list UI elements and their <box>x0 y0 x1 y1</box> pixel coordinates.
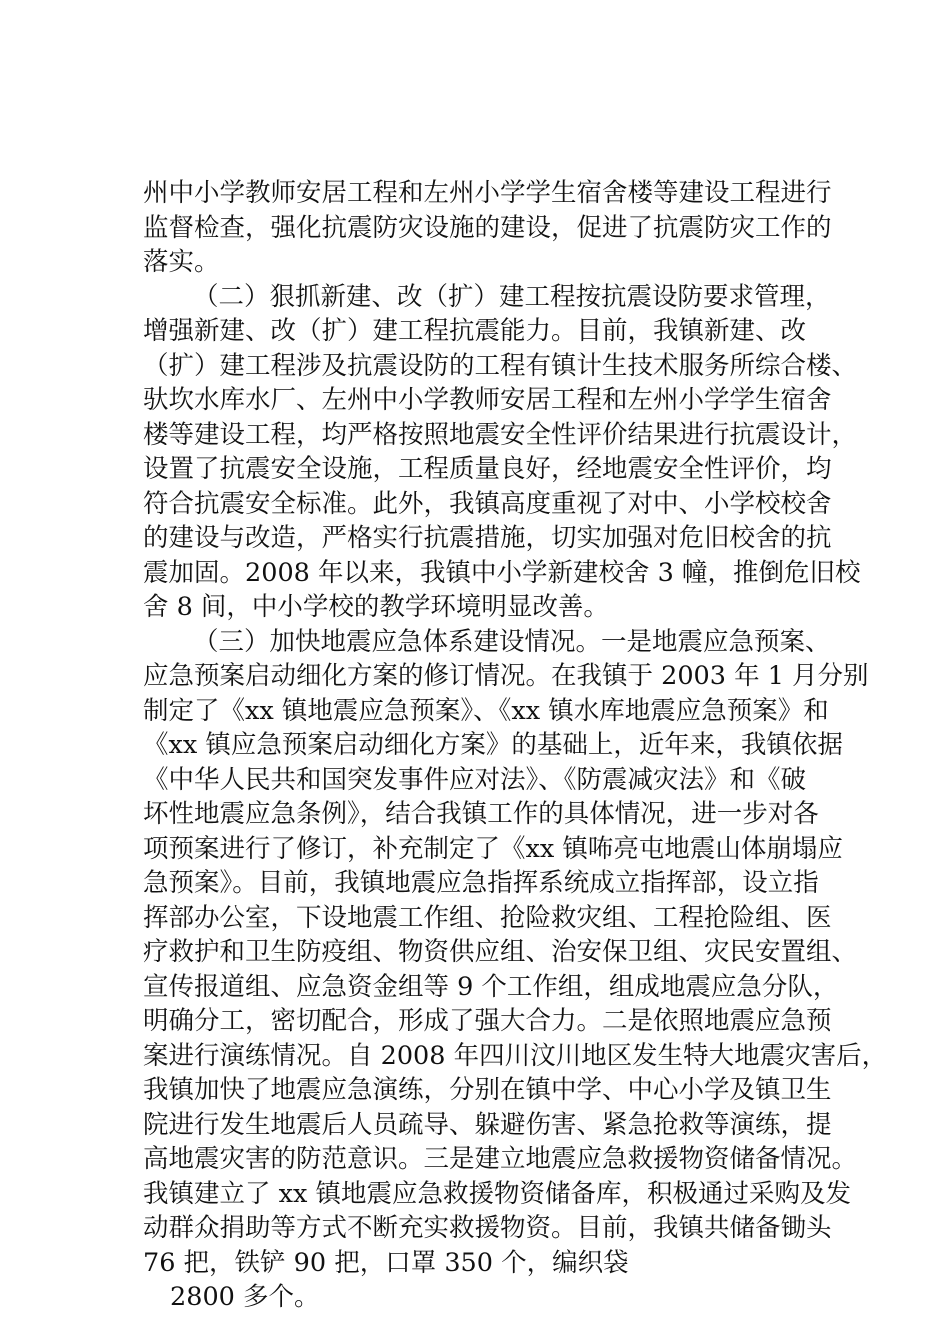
text-line: 落实。 <box>143 247 220 277</box>
text-line: 坏性地震应急条例》，结合我镇工作的具体情况，进一步对各 <box>143 799 819 829</box>
text-line: 《xx 镇应急预案启动细化方案》的基础上，近年来，我镇依据 <box>143 730 843 760</box>
text-line: 州中小学教师安居工程和左州小学学生宿舍楼等建设工程进行 <box>143 178 832 208</box>
text-line: 疗救护和卫生防疫组、物资供应组、治安保卫组、灾民安置组、 <box>143 937 858 967</box>
text-line: 楼等建设工程，均严格按照地震安全性评价结果进行抗震设计， <box>143 420 858 450</box>
text-line: 我镇建立了 xx 镇地震应急救援物资储备库，积极通过采购及发 <box>143 1179 851 1209</box>
text-line: 我镇加快了地震应急演练，分别在镇中学、中心小学及镇卫生 <box>143 1075 832 1105</box>
text-line: 应急预案启动细化方案的修订情况。在我镇于 2003 年 1 月分别 <box>143 661 869 691</box>
text-line: 急预案》。目前，我镇地震应急指挥系统成立指挥部，设立指 <box>143 868 819 898</box>
text-line: 震加固。2008 年以来，我镇中小学新建校舍 3 幢，推倒危旧校 <box>143 558 861 588</box>
text-line: 2800 多个。 <box>170 1282 320 1312</box>
text-line: 制定了《xx 镇地震应急预案》、《xx 镇水库地震应急预案》和 <box>143 696 829 726</box>
text-line: 监督检查，强化抗震防灾设施的建设，促进了抗震防灾工作的 <box>143 213 832 243</box>
text-line: 案进行演练情况。自 2008 年四川汶川地区发生特大地震灾害后， <box>143 1041 888 1071</box>
text-line: 明确分工，密切配合，形成了强大合力。二是依照地震应急预 <box>143 1006 832 1036</box>
text-line: 院进行发生地震后人员疏导、躲避伤害、紧急抢救等演练，提 <box>143 1110 832 1140</box>
text-line: 的建设与改造，严格实行抗震措施，切实加强对危旧校舍的抗 <box>143 523 832 553</box>
text-line: 《中华人民共和国突发事件应对法》、《防震减灾法》和《破 <box>143 765 807 795</box>
text-line: 动群众捐助等方式不断充实救援物资。目前，我镇共储备锄头 <box>143 1213 832 1243</box>
paragraph-start-line: （三）加快地震应急体系建设情况。一是地震应急预案、 <box>193 627 831 657</box>
text-line: 设置了抗震安全设施，工程质量良好，经地震安全性评价，均 <box>143 454 832 484</box>
paragraph-start-line: （二）狠抓新建、改（扩）建工程按抗震设防要求管理， <box>193 282 831 312</box>
text-line: 宣传报道组、应急资金组等 9 个工作组，组成地震应急分队， <box>143 972 839 1002</box>
text-line: 符合抗震安全标准。此外，我镇高度重视了对中、小学校校舍 <box>143 489 832 519</box>
text-line: 76 把，铁铲 90 把，口罩 350 个，编织袋 <box>143 1248 629 1278</box>
text-line: 项预案进行了修订，补充制定了《xx 镇咘亮屯地震山体崩塌应 <box>143 834 843 864</box>
text-line: 增强新建、改（扩）建工程抗震能力。目前，我镇新建、改 <box>143 316 807 346</box>
text-line: 驮坎水库水厂、左州中小学教师安居工程和左州小学学生宿舍 <box>143 385 832 415</box>
text-line: （扩）建工程涉及抗震设防的工程有镇计生技术服务所综合楼、 <box>143 351 858 381</box>
text-line: 高地震灾害的防范意识。三是建立地震应急救援物资储备情况。 <box>143 1144 858 1174</box>
text-line: 舍 8 间，中小学校的教学环境明显改善。 <box>143 592 609 622</box>
text-line: 挥部办公室，下设地震工作组、抢险救灾组、工程抢险组、医 <box>143 903 832 933</box>
